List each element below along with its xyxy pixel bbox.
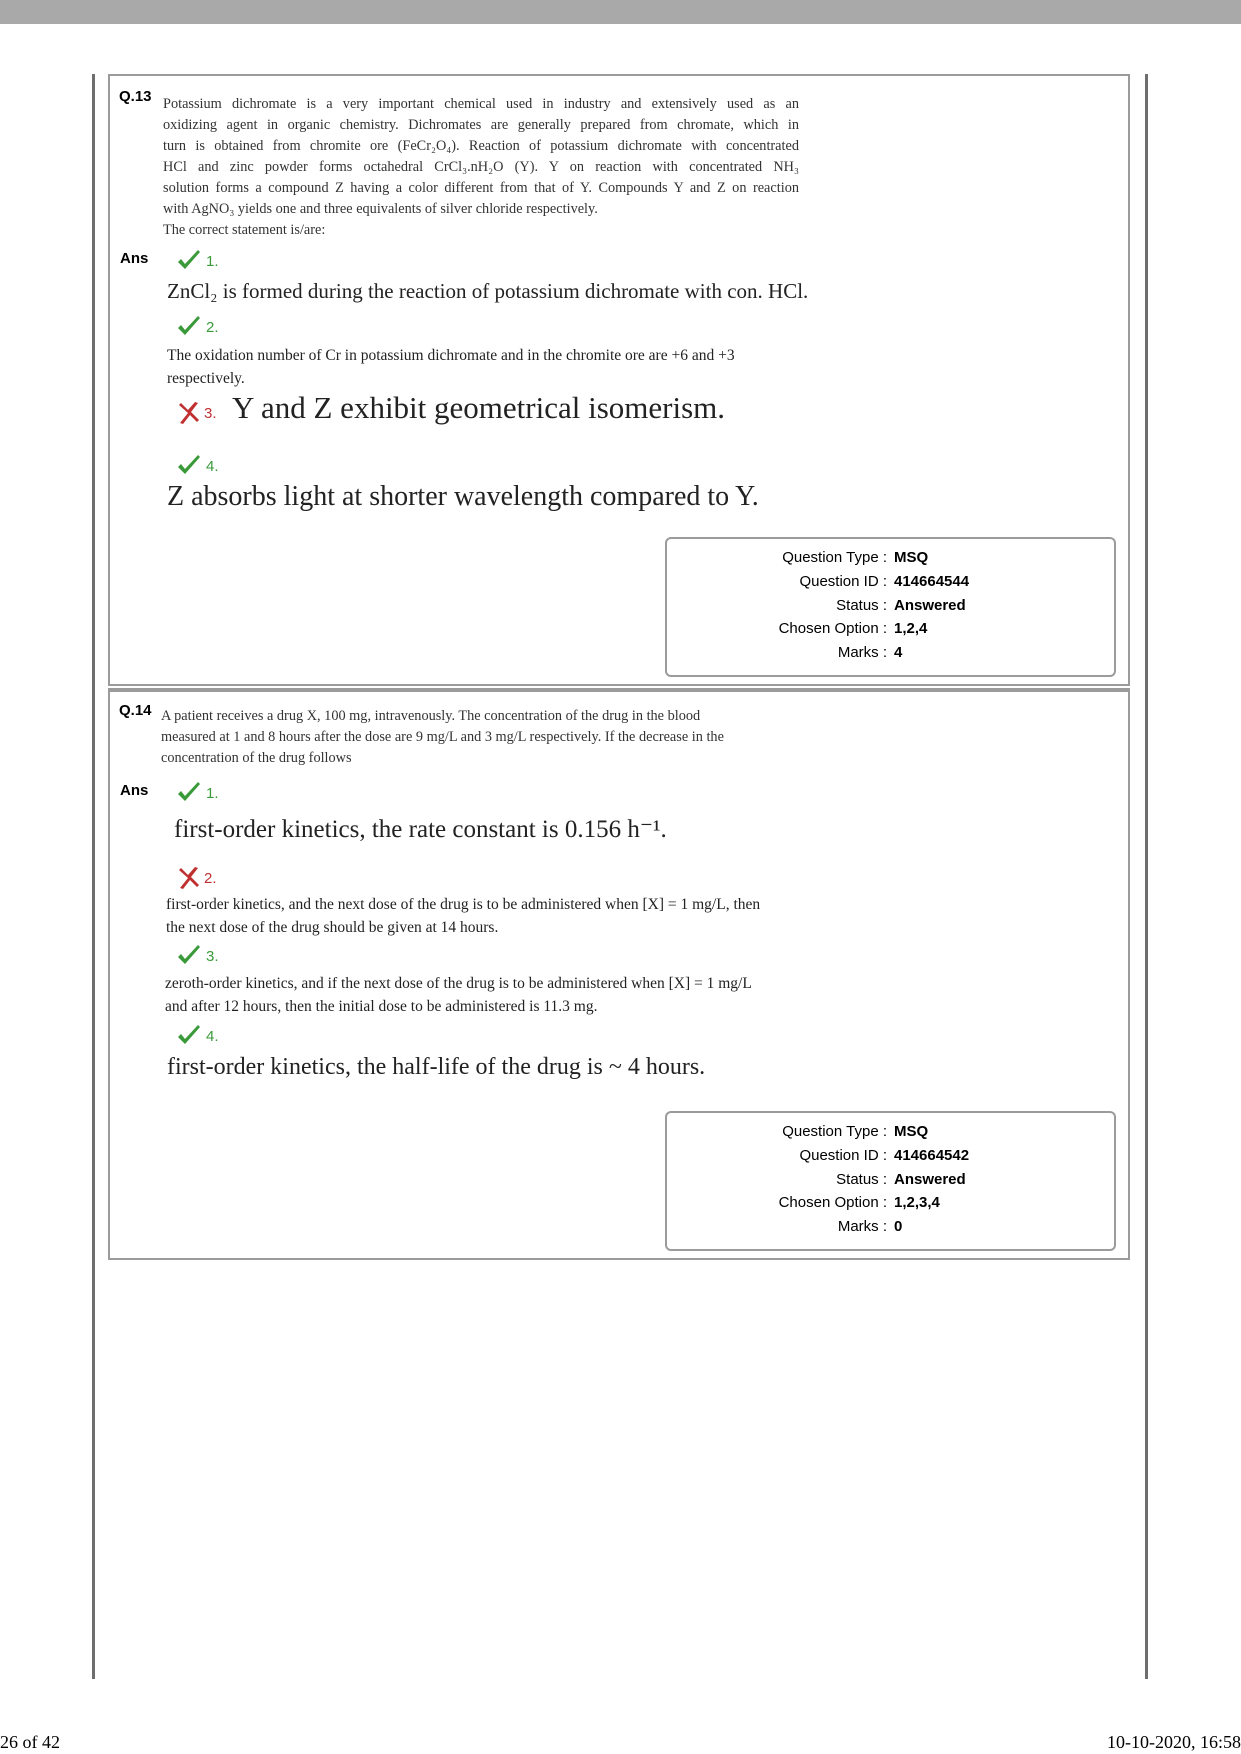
option-2-header [176,315,219,339]
option-1-text [167,279,808,304]
checkmark-icon [176,944,202,968]
checkmark-icon [176,315,202,339]
checkmark-icon [176,454,202,478]
option-3-header [176,401,217,425]
option-number: 3. [206,947,219,965]
cross-icon [176,866,200,890]
info-chosen-option: Chosen Option : 1,2,3,4 [778,1194,940,1211]
info-status: Status : Answered [836,597,966,614]
print-datetime: 10-10-2020, 16:58 [1107,1732,1241,1752]
info-question-id: Question ID : 414664542 [799,1147,970,1164]
question-line: turn is obtained from chromite ore (FeCr₂O₄). Reaction of potassium dichromate with concentrated [163,138,799,154]
option-3-text [165,972,752,1018]
question-line: concentration of the drug follows [161,750,352,766]
info-question-id: Question ID : 414664544 [799,573,970,590]
ans-label: Ans [120,782,149,799]
checkmark-icon [176,781,202,805]
info-chosen-option: Chosen Option : 1,2,4 [778,620,928,637]
question-number: Q.13 [119,88,152,105]
option-3-header [176,944,219,968]
option-line: zeroth-order kinetics, and if the next dose of the drug is to be administered when [X] = 1 mg/L [165,975,752,992]
question-line: A patient receives a drug X, 100 mg, intravenously. The concentration of the drug in the blood [161,708,701,724]
info-question-type: Question Type : MSQ [782,549,929,566]
question-line: oxidizing agent in organic chemistry. Dichromates are generally prepared from chromate, which in [163,117,799,133]
info-marks: Marks : 0 [837,1218,903,1235]
question-line: with AgNO₃ yields one and three equivalents of silver chloride respectively. [163,201,598,217]
option-3-text [232,390,725,426]
page-right-rule [1145,74,1148,1679]
page-number: 26 of 42 [0,1732,60,1752]
option-2-text [166,893,760,939]
option-number: 1. [206,252,219,270]
option-number: 4. [206,457,219,475]
question-number: Q.14 [119,702,152,719]
option-line: respectively. [167,370,245,387]
info-marks: Marks : 4 [837,644,903,661]
option-line: ZnCl₂ is formed during the reaction of potassium dichromate with con. HCl. [167,279,809,303]
page-left-rule [92,74,95,1679]
option-4-header [176,1024,219,1048]
question-line: measured at 1 and 8 hours after the dose are 9 mg/L and 3 mg/L respectively. If the decrease in the [161,729,724,745]
cross-icon [176,401,200,425]
option-1-text [174,814,667,844]
option-1-header [176,781,219,805]
option-number: 1. [206,784,219,802]
option-number: 3. [204,404,217,422]
option-number: 2. [206,318,219,336]
option-line: first-order kinetics, and the next dose of the drug is to be administered when [X] = 1 mg/L, then [166,896,761,913]
option-line: first-order kinetics, the rate constant is 0.156 h⁻¹. [174,816,667,843]
info-status: Status : Answered [836,1171,966,1188]
question-line: The correct statement is/are: [163,222,326,238]
top-bar [0,0,1241,24]
question-block-14 [108,688,1130,1260]
option-line: The oxidation number of Cr in potassium dichromate and in the chromite ore are +6 and +3 [167,347,735,364]
option-2-text [167,344,735,390]
option-2-header [176,866,217,890]
info-question-type: Question Type : MSQ [782,1123,929,1140]
question-line: HCl and zinc powder forms octahedral CrCl₃.nH₂O (Y). Y on reaction with concentrated NH₃ [163,159,799,175]
question-text [163,94,799,241]
option-1-header [176,249,219,273]
option-line: and after 12 hours, then the initial dose to be administered is 11.3 mg. [165,998,598,1015]
question-line: Potassium dichromate is a very important chemical used in industry and extensively used as an [163,96,799,112]
option-number: 4. [206,1027,219,1045]
option-4-text [167,481,759,513]
ans-label: Ans [120,250,149,267]
question-block-13 [108,74,1130,686]
option-line: first-order kinetics, the half-life of the drug is ~ 4 hours. [167,1054,706,1080]
question-info-box [665,1111,1116,1251]
question-text [161,706,821,769]
checkmark-icon [176,249,202,273]
question-line: solution forms a compound Z having a color different from that of Y. Compounds Y and Z on reaction [163,180,799,196]
option-4-text [167,1054,705,1081]
checkmark-icon [176,1024,202,1048]
option-line: the next dose of the drug should be given at 14 hours. [166,919,499,936]
question-info-box [665,537,1116,677]
option-line: Z absorbs light at shorter wavelength compared to Y. [167,481,759,512]
option-line: Y and Z exhibit geometrical isomerism. [232,390,726,425]
option-number: 2. [204,869,217,887]
option-4-header [176,454,219,478]
